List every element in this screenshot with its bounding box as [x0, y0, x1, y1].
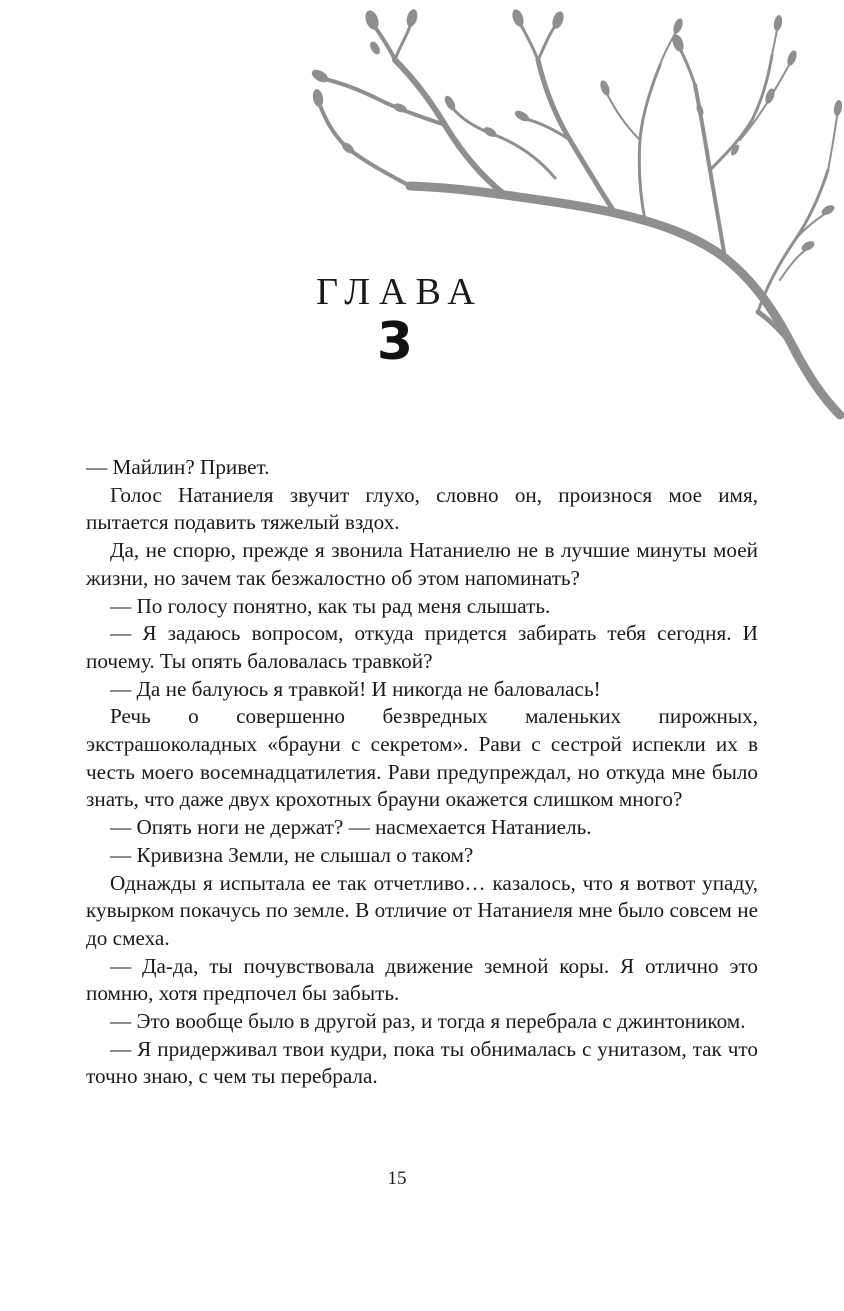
paragraph: Однажды я испытала ее так отчетливо… казалось, что я вотвот упаду, кувырком покачусь по земле. В отличие от Натаниеля мне было совсем не до смеха.	[86, 870, 758, 950]
chapter-label: ГЛАВА	[316, 271, 484, 313]
paragraph: Да, не спорю, прежде я звонила Натаниелю не в лучшие минуты моей жизни, но зачем так безжалостно об этом напоминать?	[86, 538, 758, 590]
paragraph: Речь о совершенно безвредных маленьких пирожных, экстрашоколадных «брауни с секретом». Рави с сестрой испекли их в честь моего восемнадцатилетия. Рави предупреждал, но откуда мне было знать, что даже двух крохотных брауни окажется слишком много?	[86, 704, 758, 812]
paragraph: Голос Натаниеля звучит глухо, словно он, произнося мое имя, пытается подавить тяжелый вздох.	[86, 482, 758, 535]
paragraph: — По голосу понятно, как ты рад меня слышать.	[110, 593, 551, 618]
paragraph: — Кривизна Земли, не слышал о таком?	[110, 842, 474, 867]
chapter-number: 3	[376, 312, 414, 372]
body-text	[86, 454, 758, 1091]
paragraph: — Я задаюсь вопросом, откуда придется забирать тебя сегодня. И почему. Ты опять баловалась травкой?	[86, 621, 758, 673]
paragraph: — Да-да, ты почувствовала движение земной коры. Я отлично это помню, хотя предпочел бы забыть.	[86, 953, 758, 1006]
paragraph: — Опять ноги не держат? — насмехается Натаниель.	[110, 815, 592, 840]
paragraph: — Это вообще было в другой раз, и тогда я перебрала с джинтоником.	[110, 1009, 746, 1034]
page-number: 15	[387, 1168, 407, 1189]
paragraph: — Я придерживал твои кудри, пока ты обнималась с унитазом, так что точно знаю, с чем ты перебрала.	[86, 1036, 758, 1089]
paragraph: — Да не балуюсь я травкой! И никогда не баловалась!	[110, 676, 601, 701]
paragraph: — Майлин? Привет.	[86, 455, 270, 479]
